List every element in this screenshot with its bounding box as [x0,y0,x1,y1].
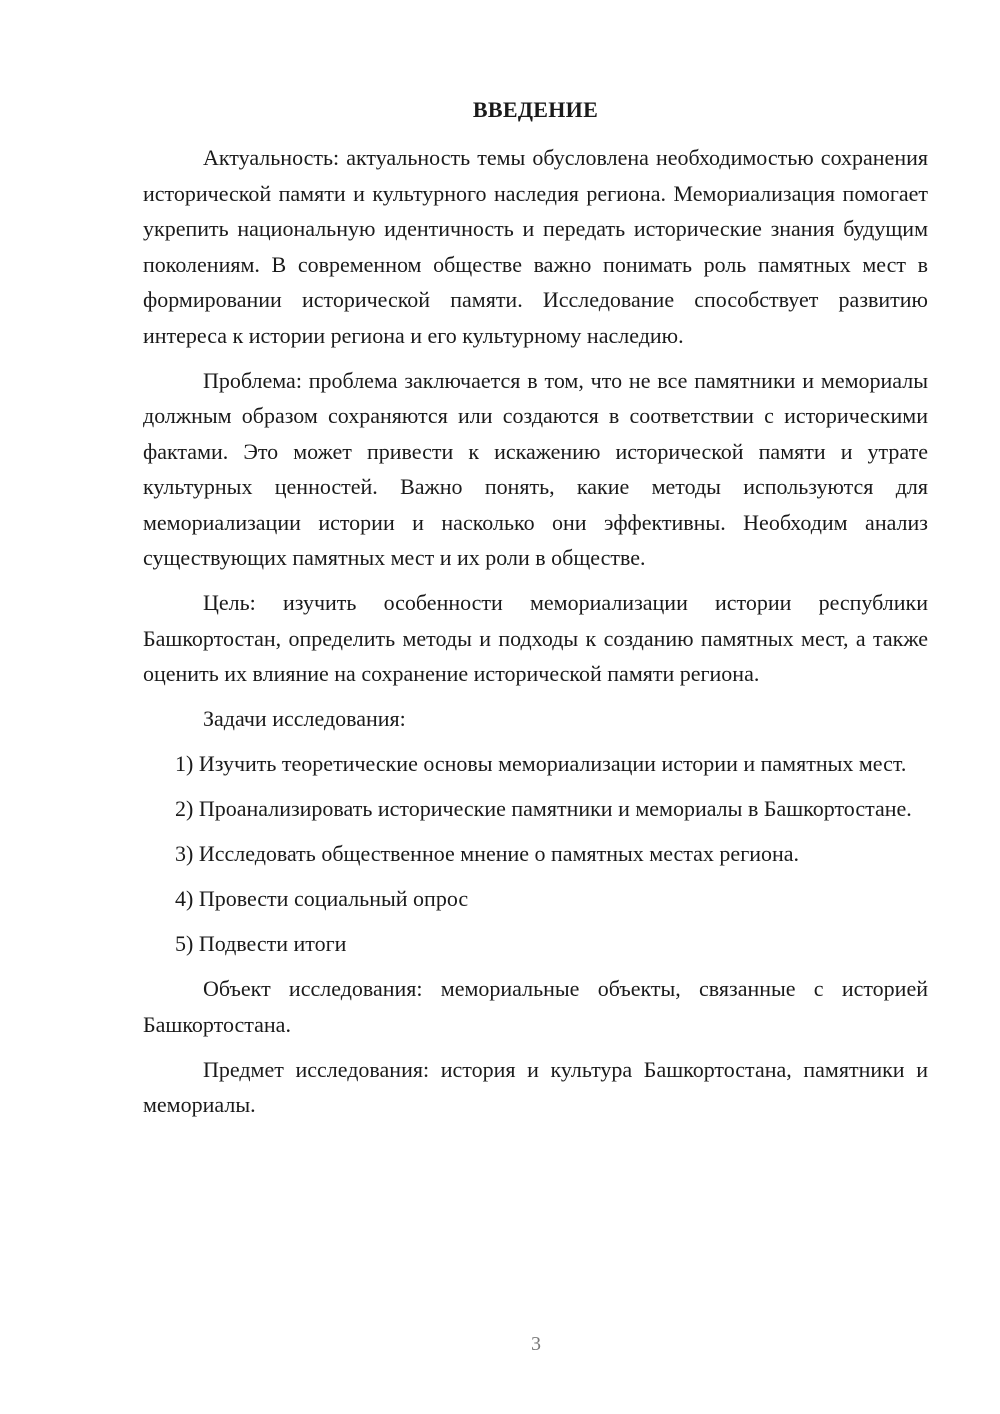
task-item: 5) Подвести итоги [175,931,347,956]
task-item: 3) Исследовать общественное мнение о памятных местах региона. [175,841,800,866]
tasks-heading: Задачи исследования: [203,706,406,731]
object-paragraph: Объект исследования: мемориальные объекты, связанные с историей Башкортостана. [143,976,928,1037]
task-item: 2) Проанализировать исторические памятники и мемориалы в Башкортостане. [175,796,912,821]
task-item: 4) Провести социальный опрос [175,886,469,911]
document-page [143,92,928,1132]
task-item: 1) Изучить теоретические основы мемориализации истории и памятных мест. [175,751,907,776]
goal-paragraph: Цель: изучить особенности мемориализации истории республики Башкортостан, определить методы и подходы к созданию памятных мест, а также оценить их влияние на сохранение исторической памяти региона. [143,590,928,686]
section-title: ВВЕДЕНИЕ [472,97,599,122]
page-number: 3 [531,1333,541,1355]
subject-paragraph: Предмет исследования: история и культура Башкортостана, памятники и мемориалы. [143,1056,928,1117]
relevance-paragraph: Актуальность: актуальность темы обусловлена необходимостью сохранения исторической памяти и культурного наследия региона. Мемориализация помогает укрепить национальную идентичность и передать исторические знания будущим поколениям. В современном обществе важно понимать роль памятных мест в формировании исторической памяти. Исследование способствует развитию интереса к истории региона и его культурному наследию. [143,145,928,348]
problem-paragraph: Проблема: проблема заключается в том, что не все памятники и мемориалы должным образом сохраняются или создаются в соответствии с историческими фактами. Это может привести к искажению исторической памяти и утрате культурных ценностей. Важно понять, какие методы используются для мемориализации истории и насколько они эффективны. Необходим анализ существующих памятных мест и их роли в обществе. [143,367,928,570]
